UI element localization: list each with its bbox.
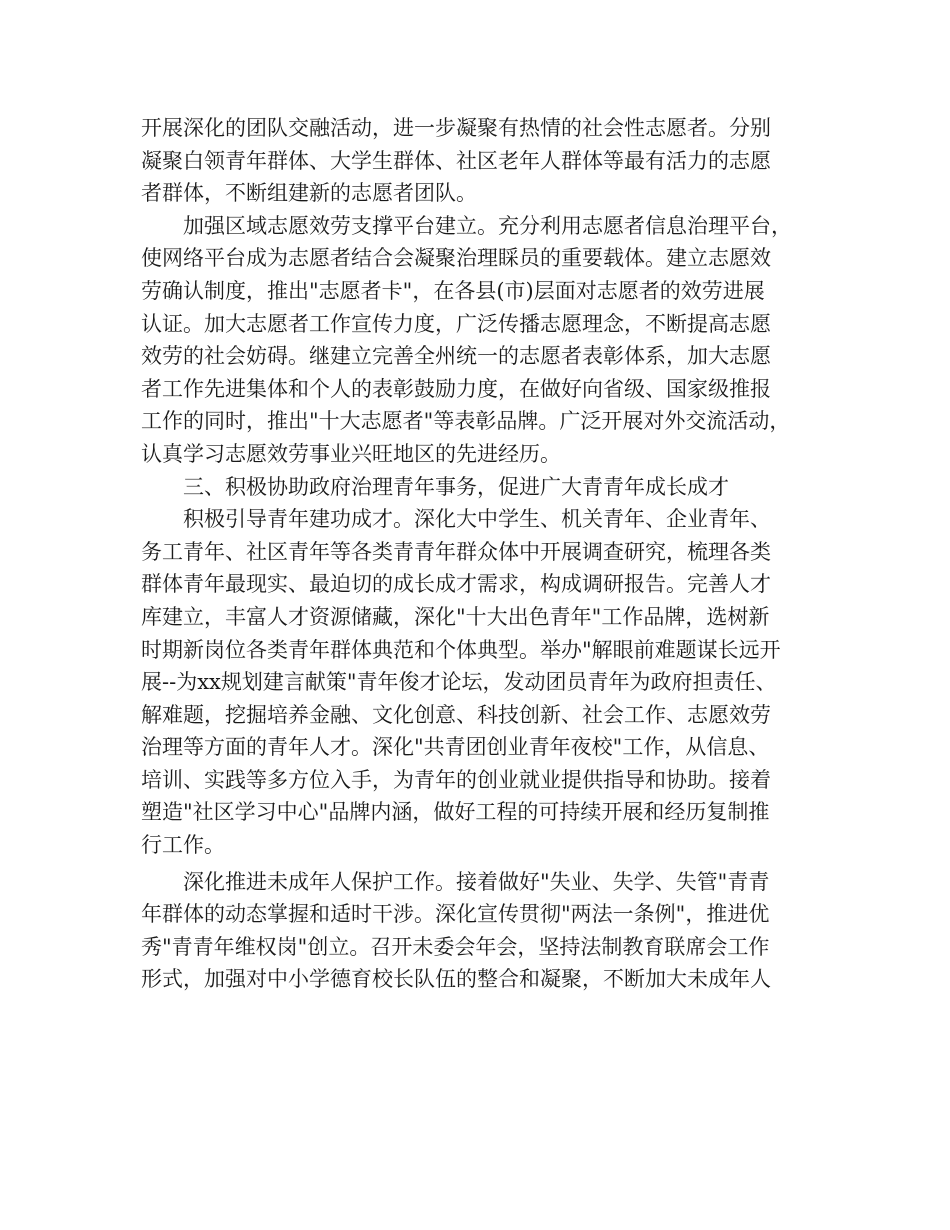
text-line: 行工作。 xyxy=(141,833,225,858)
text-line: 开展深化的团队交融活动，进一步凝聚有热情的社会性志愿者。分别 xyxy=(141,116,771,140)
body-text xyxy=(141,112,821,996)
paragraph-start-line: 积极引导青年建功成才。深化大中学生、机关青年、企业青年、 xyxy=(183,507,771,532)
text-line: 认真学习志愿效劳事业兴旺地区的先进经历。 xyxy=(141,441,561,466)
text-line: 劳确认制度，推出"志愿者卡"，在各县(市)层面对志愿者的效劳进展 xyxy=(141,278,765,303)
text-line: 解难题，挖掘培养金融、文化创意、科技创新、社会工作、志愿效劳 xyxy=(141,702,771,727)
paragraph-start-line: 加强区域志愿效劳支撑平台建立。充分利用志愿者信息治理平台， xyxy=(183,213,792,238)
text-line: 形式，加强对中小学德育校长队伍的整合和凝聚，不断加大未成年人 xyxy=(141,967,771,992)
text-line: 库建立，丰富人才资源储藏，深化"十大出色青年"工作品牌，选树新 xyxy=(141,604,770,629)
text-line: 工作的同时，推出"十大志愿者"等表彰品牌。广泛开展对外交流活动， xyxy=(141,409,791,434)
text-line: 者工作先进集体和个人的表彰鼓励力度，在做好向省级、国家级推报 xyxy=(141,376,771,401)
text-line: 塑造"社区学习中心"品牌内涵，做好工程的可持续开展和经历复制推 xyxy=(141,800,770,825)
text-line: 认证。加大志愿者工作宣传力度，广泛传播志愿理念，不断提高志愿 xyxy=(141,311,771,336)
text-line: 治理等方面的青年人才。深化"共青团创业青年夜校"工作，从信息、 xyxy=(141,735,770,760)
section-heading: 三、积极协助政府治理青年事务，促进广大青青年成长成才 xyxy=(183,474,729,499)
text-line: 者群体，不断组建新的志愿者团队。 xyxy=(141,181,477,206)
text-line: 秀"青青年维权岗"创立。召开未委会年会，坚持法制教育联席会工作 xyxy=(141,934,770,959)
text-line: 年群体的动态掌握和适时干涉。深化宣传贯彻"两法一条例"，推进优 xyxy=(141,902,770,927)
text-line: 使网络平台成为志愿者结合会凝聚治理睬员的重要载体。建立志愿效 xyxy=(141,246,771,271)
text-line: 凝聚白领青年群体、大学生群体、社区老年人群体等最有活力的志愿 xyxy=(141,148,771,173)
text-line: 群体青年最现实、最迫切的成长成才需求，构成调研报告。完善人才 xyxy=(141,572,771,597)
paragraph-start-line: 深化推进未成年人保护工作。接着做好"失业、失学、失管"青青 xyxy=(183,869,770,894)
text-line: 效劳的社会妨碍。继建立完善全州统一的志愿者表彰体系，加大志愿 xyxy=(141,344,771,369)
text-line: 培训、实践等多方位入手，为青年的创业就业提供指导和协助。接着 xyxy=(141,767,771,792)
text-line: 时期新岗位各类青年群体典范和个体典型。举办"解眼前难题谋长远开 xyxy=(141,637,781,662)
text-line: 展--为xx规划建言献策"青年俊才论坛，发动团员青年为政府担责任、 xyxy=(141,670,777,695)
text-line: 务工青年、社区青年等各类青青年群众体中开展调查研究，梳理各类 xyxy=(141,539,771,564)
